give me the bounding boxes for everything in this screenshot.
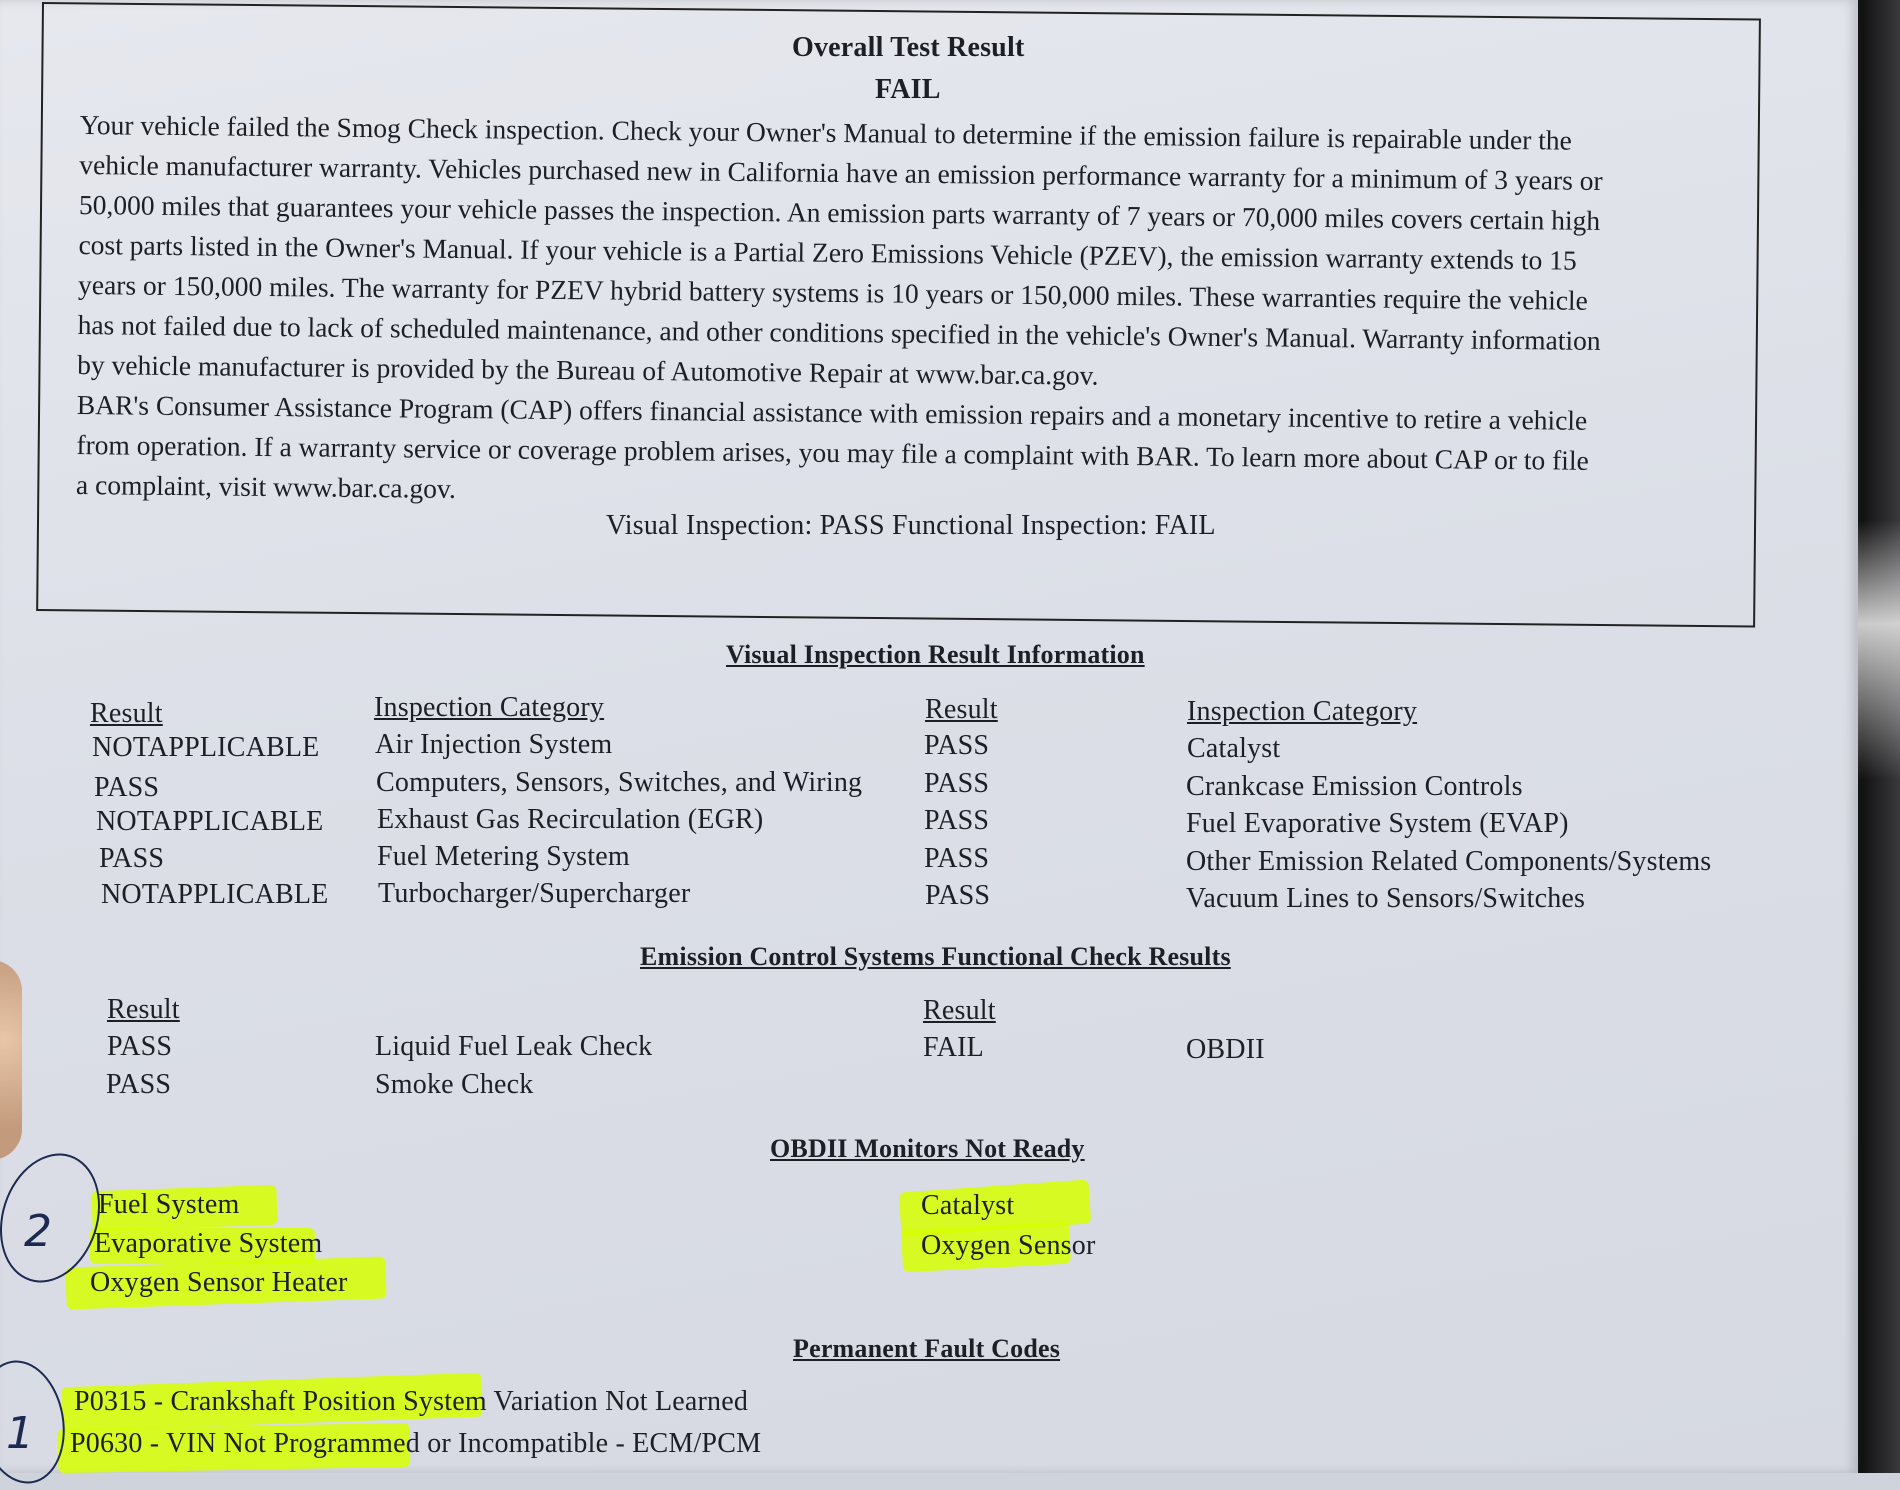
handwritten-number: 2 xyxy=(24,1206,52,1257)
functional-check: Liquid Fuel Leak Check xyxy=(375,1031,653,1062)
visual-left-result: PASS xyxy=(99,843,165,874)
visual-right-category: Vacuum Lines to Sensors/Switches xyxy=(1186,883,1586,914)
fault-code: P0315 - Crankshaft Position System Variation Not Learned xyxy=(74,1386,749,1417)
paragraph-line: cost parts listed in the Owner's Manual. If your vehicle is a Partial Zero Emissions Vehicle (PZEV), the emission warranty extends to 15 xyxy=(78,228,1577,276)
paragraph-line: a complaint, visit www.bar.ca.gov. xyxy=(75,468,456,504)
visual-right-category: Crankcase Emission Controls xyxy=(1186,771,1523,802)
visual-left-result: NOTAPPLICABLE xyxy=(101,879,329,910)
paragraph-line: by vehicle manufacturer is provided by the Bureau of Automotive Repair at www.bar.ca.gov. xyxy=(77,348,1099,391)
visual-right-result: PASS xyxy=(924,843,990,874)
paragraph-line: has not failed due to lack of scheduled maintenance, and other conditions specified in the vehicle's Owner's Manual. Warranty information xyxy=(77,308,1601,356)
visual-left-result-header: Result xyxy=(90,698,163,729)
monitor-not-ready: Oxygen Sensor Heater xyxy=(90,1267,348,1298)
visual-right-result: PASS xyxy=(925,880,991,911)
faults-section-title: Permanent Fault Codes xyxy=(793,1334,1061,1363)
monitor-not-ready: Oxygen Sensor xyxy=(921,1230,1096,1261)
visual-section-title: Visual Inspection Result Information xyxy=(726,640,1145,669)
visual-left-category: Fuel Metering System xyxy=(377,841,630,872)
visual-right-result: PASS xyxy=(924,730,990,761)
visual-right-category-header: Inspection Category xyxy=(1187,696,1418,727)
monitor-not-ready: Catalyst xyxy=(921,1190,1015,1221)
paragraph-line: years or 150,000 miles. The warranty for PZEV hybrid battery systems is 10 years or 150,000 miles. These warranties require the vehicle xyxy=(77,268,1589,316)
paragraph-line: from operation. If a warranty service or coverage problem arises, you may file a complaint with BAR. To learn more about CAP or to file xyxy=(76,428,1589,476)
paragraph-line: 50,000 miles that guarantees your vehicle passes the inspection. An emission parts warranty of 7 years or 70,000 miles covers certain high xyxy=(78,188,1601,236)
visual-right-result: PASS xyxy=(924,805,990,836)
visual-right-result: PASS xyxy=(924,768,990,799)
functional-right-result-header: Result xyxy=(923,995,996,1026)
thumb xyxy=(0,960,22,1160)
visual-right-category: Catalyst xyxy=(1187,733,1281,764)
monitor-not-ready: Evaporative System xyxy=(94,1228,323,1259)
overall-result-heading: Overall Test Result xyxy=(792,32,1025,63)
warranty-paragraph xyxy=(76,105,1680,522)
functional-check: OBDII xyxy=(1186,1034,1265,1065)
visual-right-category: Fuel Evaporative System (EVAP) xyxy=(1186,808,1569,839)
visual-right-result-header: Result xyxy=(925,694,998,725)
visual-left-category-header: Inspection Category xyxy=(374,692,605,723)
functional-check: Smoke Check xyxy=(375,1069,534,1100)
visual-left-category: Turbocharger/Supercharger xyxy=(378,878,691,909)
overall-result-status: FAIL xyxy=(875,74,941,105)
functional-result: PASS xyxy=(106,1069,172,1100)
visual-left-result: NOTAPPLICABLE xyxy=(96,806,324,837)
functional-result: FAIL xyxy=(923,1032,984,1063)
visual-right-category: Other Emission Related Components/Systems xyxy=(1186,846,1712,877)
visual-left-result: PASS xyxy=(94,772,160,803)
visual-left-category: Computers, Sensors, Switches, and Wiring xyxy=(376,767,863,798)
visual-left-category: Air Injection System xyxy=(375,729,613,760)
handwritten-number: 1 xyxy=(6,1408,34,1459)
functional-section-title: Emission Control Systems Functional Check Results xyxy=(640,942,1231,971)
functional-result: PASS xyxy=(107,1031,173,1062)
monitor-not-ready: Fuel System xyxy=(98,1189,240,1220)
paragraph-line: vehicle manufacturer warranty. Vehicles purchased new in California have an emission performance warranty for a minimum of 3 years or xyxy=(79,148,1603,196)
visual-left-result: NOTAPPLICABLE xyxy=(92,732,320,763)
inspection-summary: Visual Inspection: PASS Functional Inspection: FAIL xyxy=(606,510,1216,541)
functional-left-result-header: Result xyxy=(107,994,180,1025)
monitors-section-title: OBDII Monitors Not Ready xyxy=(770,1134,1085,1163)
paragraph-line: BAR's Consumer Assistance Program (CAP) offers financial assistance with emission repairs and a monetary incentive to retire a vehicle xyxy=(76,388,1588,436)
fault-code: P0630 - VIN Not Programmed or Incompatible - ECM/PCM xyxy=(70,1428,762,1459)
visual-left-category: Exhaust Gas Recirculation (EGR) xyxy=(377,804,764,835)
paragraph-line: Your vehicle failed the Smog Check inspection. Check your Owner's Manual to determine if the emission failure is repairable under the xyxy=(79,108,1572,156)
